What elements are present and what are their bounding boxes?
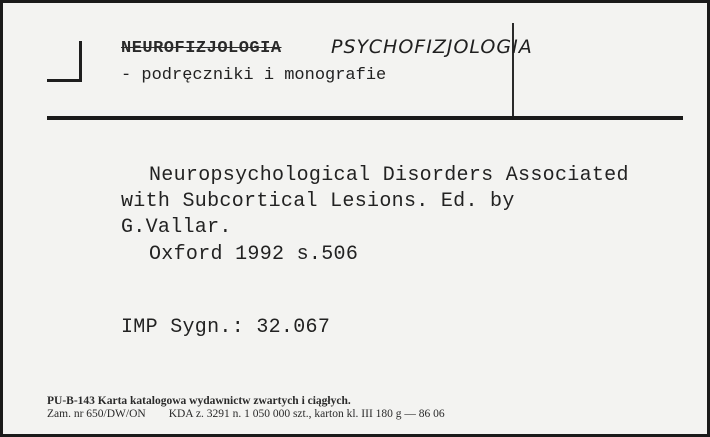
editor-line: G.Vallar. bbox=[121, 216, 232, 239]
corner-mark-base bbox=[47, 79, 82, 82]
form-footer-1: PU-B-143 Karta katalogowa wydawnictw zwartych i ciągłych. bbox=[47, 395, 351, 407]
call-number: IMP Sygn.: 32.067 bbox=[121, 316, 331, 339]
subject-heading-handwritten: PSYCHOFIZJOLOGIA bbox=[331, 36, 533, 58]
header-rule bbox=[47, 116, 683, 120]
subject-subdivision: - podręczniki i monografie bbox=[121, 66, 387, 85]
title-line-1: Neuropsychological Disorders Associated bbox=[149, 164, 629, 187]
title-line-2: with Subcortical Lesions. Ed. by bbox=[121, 190, 515, 213]
subject-heading-struck: NEUROFIZJOLOGIA bbox=[121, 39, 282, 58]
imprint-line: Oxford 1992 s.506 bbox=[149, 243, 359, 266]
corner-mark bbox=[79, 41, 82, 82]
form-footer-2: Zam. nr 650/DW/ON KDA z. 3291 n. 1 050 000 szt., karton kl. III 180 g — 86 06 bbox=[47, 408, 445, 420]
